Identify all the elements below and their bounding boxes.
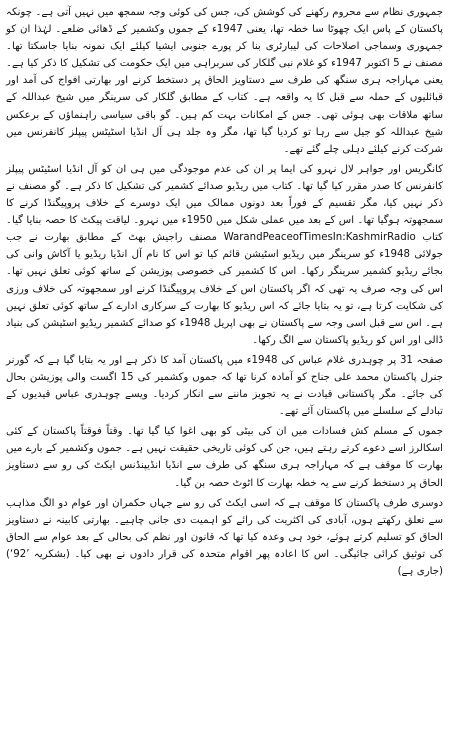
article-paragraph: جموں کے مسلم کش فسادات میں ان کی بیٹی کو بھی اغوا کیا گیا تھا۔ وقتاً فوقتاً پاکستان کے کئی اسکالرز اسے دعوے کرتے رہتے ہیں، جن کی کوئی تاریخی حقیقت نہیں ہے۔ جموں وکشمیر کے بارے میں بھارت کا موقف ہے کہ مہاراجہ ہری سنگھ کی طرف سے انڈیا انڈیپنڈنس ایکٹ کی رو سے دستاویز الحاق پر دستخط کرنے سے یہ خطہ بھارت کا اٹوٹ حصہ بن گیا۔ [6, 426, 443, 489]
article-paragraph: صفحہ 31 پر چوہدری غلام عباس کی 1948ء میں پاکستان آمد کا ذکر ہے اور یہ بتایا گیا ہے کہ گورنر جنرل پاکستان محمد علی جناح کو آمادہ کرنا تھا کہ جموں وکشمیر کی 15 اگست والی پوزیشن بحال کی جائے۔ مگر پاکستانی قیادت نے یہ تجویز ماننے سے انکار کردیا۔ ویسے چوہدری عباس قیدیوں کے تبادلے کے سلسلے میں پاکستان آئے تھے۔ [6, 354, 444, 418]
article-paragraph: جمہوری نظام سے محروم رکھنے کی کوشش کی، جس کی کوئی وجہ سمجھ میں نہیں آتی ہے۔ چونکہ پاکستان کے پاس ایک چھوٹا سا خطہ تھا، یعنی 1947ء کے جموں وکشمیر کے ڈھائی ضلعے۔ لہٰذا ان کو جمہوری وسماجی اصلاحات کی لیبارٹری بنا کر پورے جنوبی ایشیا کیلئے ایک نمونہ بنایا جاسکتا تھا۔ مصنف نے 5 اکتوبر 1947ء کو غلام نبی گلکار کی سربراہی میں ایک حکومت کی تشکیل کا ذکر کیا ہے۔ یعنی مہاراجہ ہری سنگھ کی طرف سے دستاویز الحاق پر دستخط کرنے اور بھارتی افواج کی آمد اور قبائلیوں کے حملہ سے قبل کا یہ واقعہ ہے۔ کتاب کے مطابق گلکار کی سرینگر میں شیخ عبداللہ کے ساتھ ملاقات بھی ہوئی تھی۔ جس کے امکانات بہت کم ہیں۔ گو باقی سیاسی راہنماؤں کے برعکس شیخ عبداللہ کو جیل سے رہا تو کردیا گیا تھا، مگر وہ جلد ہی آل انڈیا اسٹیٹس پیپلز کانفرنس میں شرکت کرنے کیلئے دہلی چلے گئے تھے۔ [6, 7, 444, 155]
article-paragraph: دوسری طرف پاکستان کا موقف ہے کہ اسی ایکٹ کی رو سے جہاں حکمران اور عوام دو الگ مذاہب سے تعلق رکھتے ہوں، آبادی کی اکثریت کی رائے کو اہمیت دی جانی چاہیے۔ بھارتی کابینہ نے دستاویز الحاق کو تسلیم کرتے ہوئے، خود ہی وعدہ کیا تھا کہ قانون اور نظم کی بحالی کے بعد عوام سے الحاق کی توثیق کرائی جائیگی۔ اس کا اعادہ پھر اقوام متحدہ کی قرار دادوں نے بھی کیا۔ (بشکریہ ’92‘) (جاری ہے) [6, 497, 443, 577]
article-paragraph: کانگریس اور جواہر لال نہرو کی ایما پر ان کی عدم موجودگی میں ہی ان کو آل انڈیا اسٹیٹس پیپلز کانفرنس کا صدر مقرر کیا گیا تھا۔ کتاب میں ریڈیو صدائے کشمیر کی تشکیل کا ذکر ہے۔ گو مصنف نے ذکر نہیں کیا، مگر تقسیم کے فوراً بعد دونوں ممالک میں ایک دوسرے کے خلاف پروپیگنڈا کرنے کا سمجھوتہ ہوگیا تھا۔ اس کے بعد میں عملی شکل میں 1950ء میں نہرو۔ لیاقت پیکٹ کا حصہ بنایا گیا۔ کتاب WarandPeaceofTimesIn:KashmirRadio مصنف راجیش بھٹ کے مطابق بھارت نے جب جولائی 1948ء کو سرینگر میں ریڈیو اسٹیشن قائم کیا تو اس کا نام آل انڈیا ریڈیو یا آکاش وانی کی بجائے ریڈیو کشمیر سرینگر رکھا۔ اس کا کشمیر کی خصوصی پوزیشن کے ساتھ کوئی تعلق نہیں تھا۔ اس کی وجہ صرف یہ تھی کہ اگر پاکستان اس کے خلاف پروپیگنڈا کرنے اور سمجھوتہ کی خلاف ورزی کی شکایت کرتا ہے، تو یہ بتایا جائے کہ اس ریڈیو کا بھارت کے سرکاری ادارے کے ساتھ کوئی تعلق نہیں ہے۔ اس سے قبل اسی وجہ سے پاکستان نے بھی اپریل 1948ء کو صدائے کشمیر ریڈیو اسٹیشن کی بنیاد ڈالی اور اس کو ریڈیو پاکستان سے الگ رکھا۔ [6, 163, 444, 346]
